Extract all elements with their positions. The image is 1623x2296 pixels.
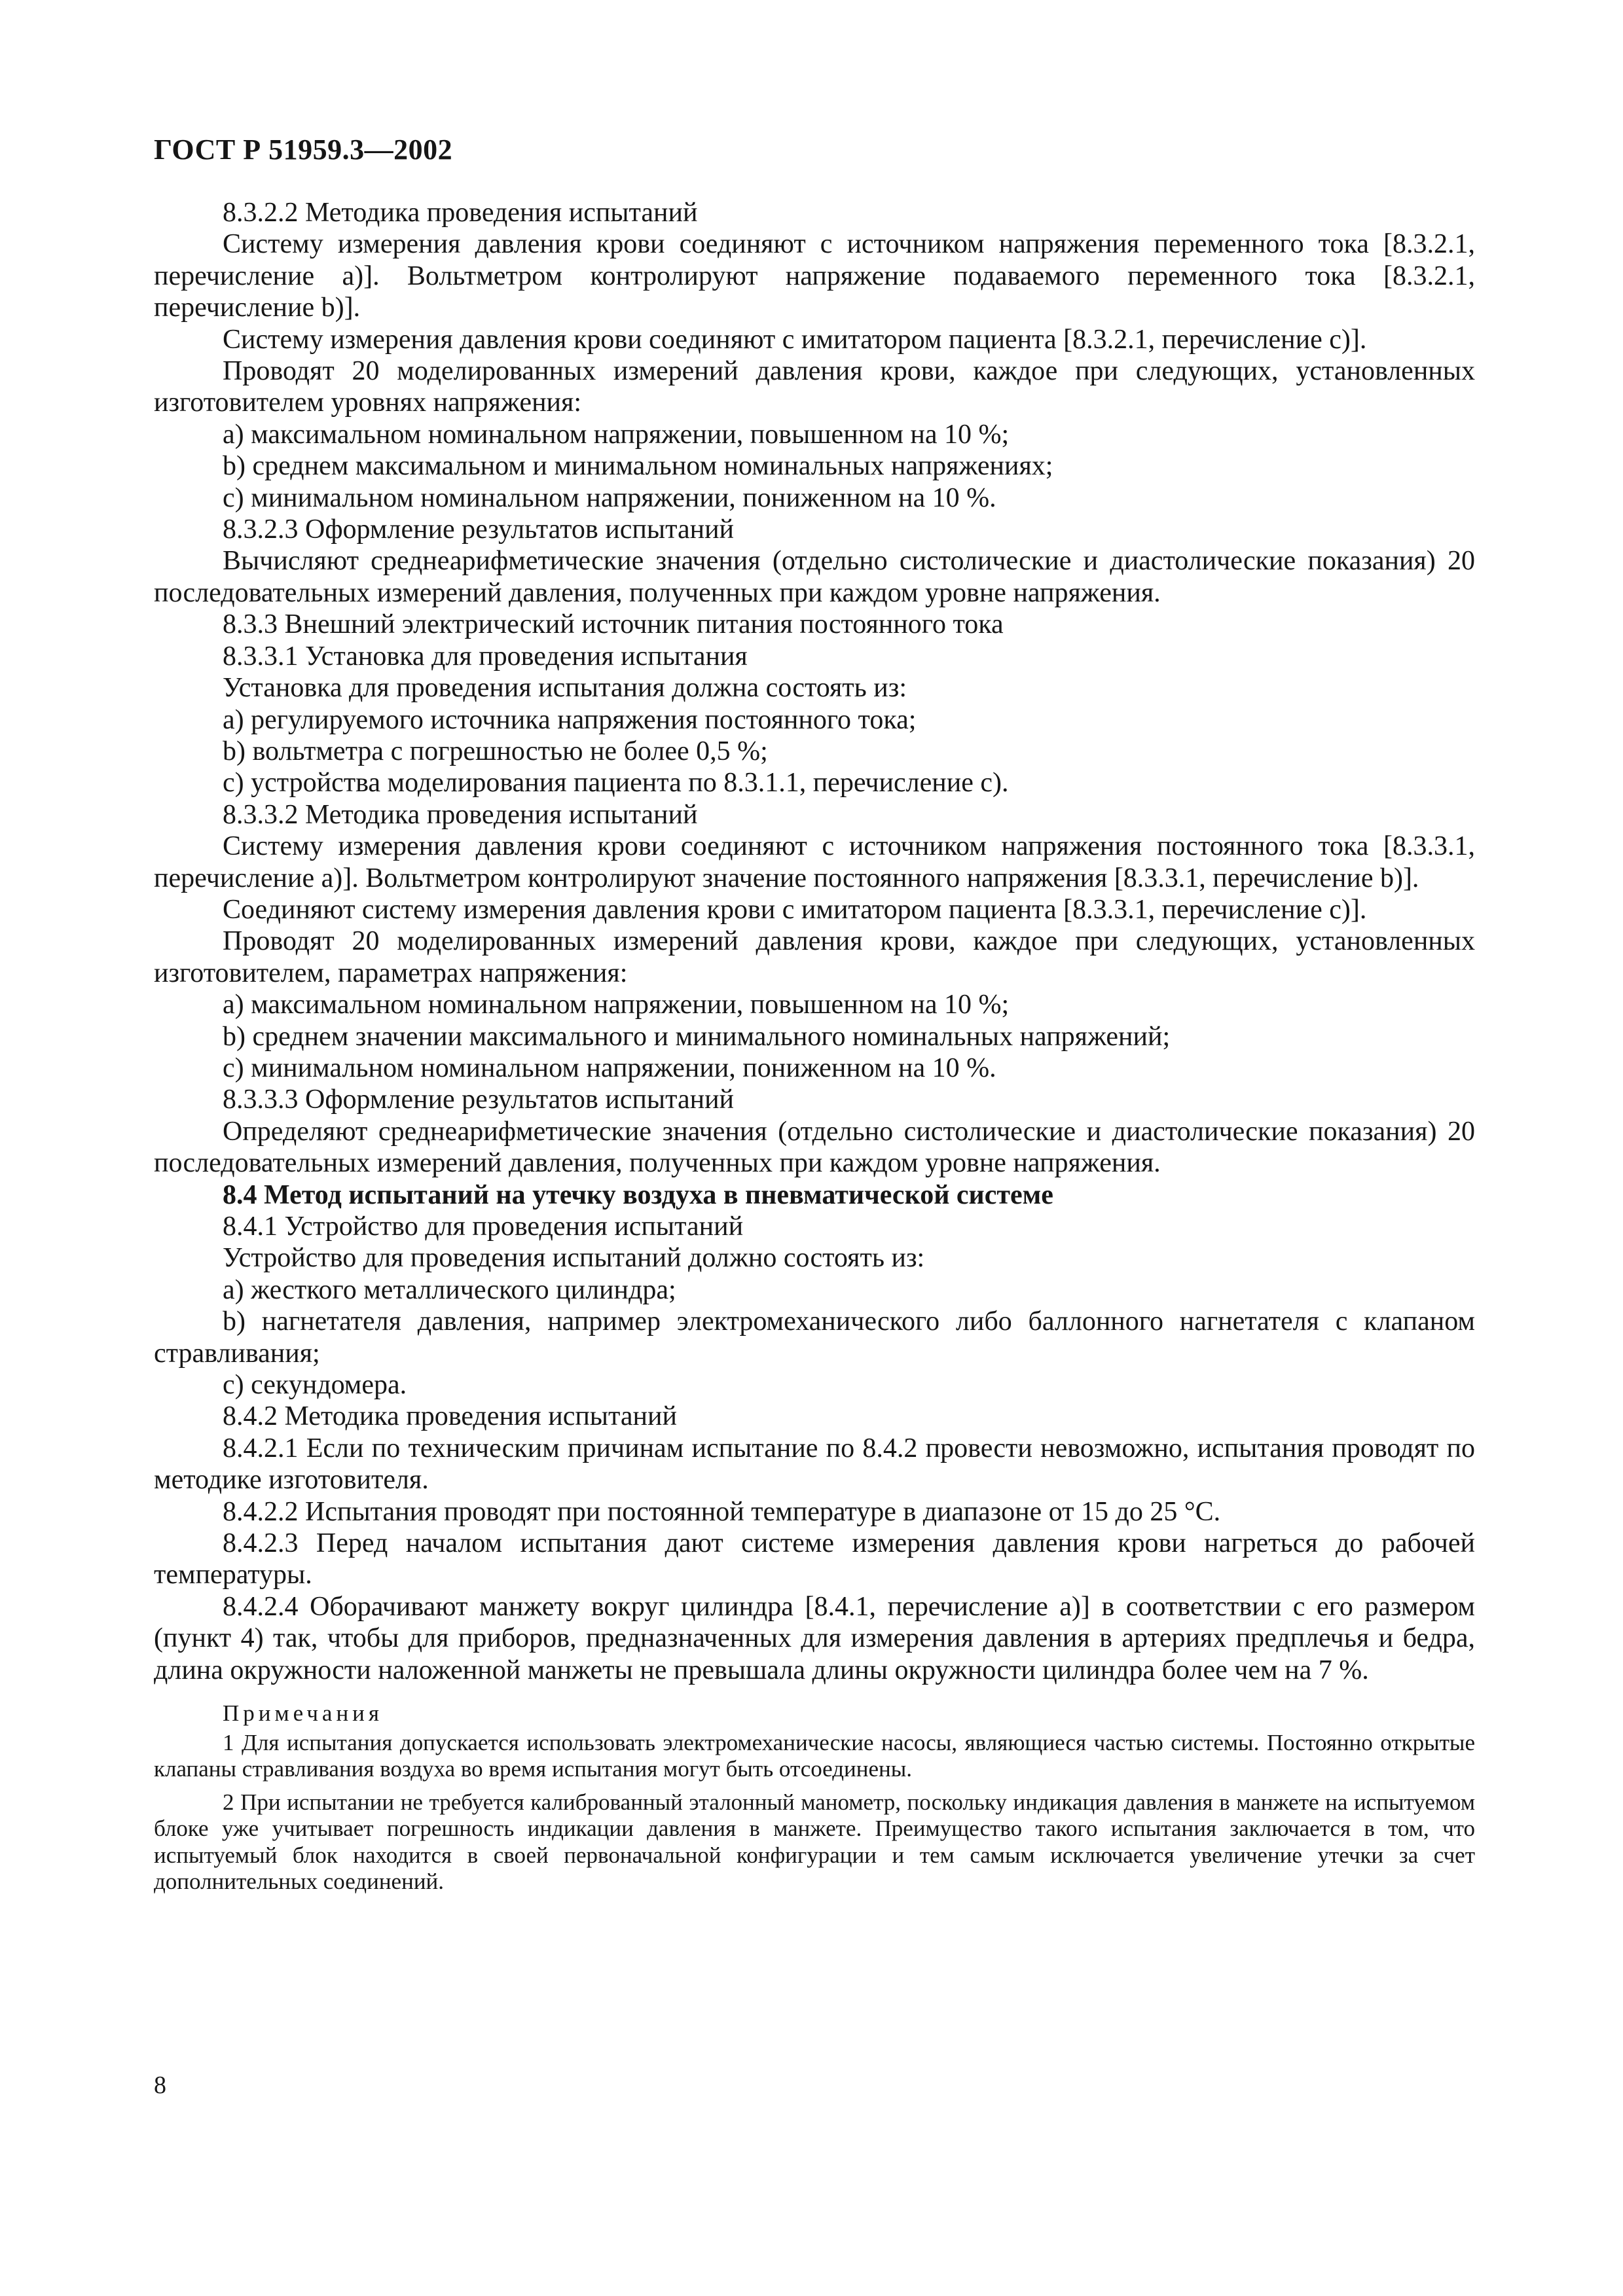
body-paragraph: Систему измерения давления крови соединяют с источником напряжения постоянного тока [8.3.3.1, перечисление a)]. Вольтметром контролируют значение постоянного напряжения [8.3.3.1, перечисление b)]. [154, 831, 1475, 893]
body-paragraph: 8.3.2.2 Методика проведения испытаний [223, 198, 698, 228]
section-heading: 8.4 Метод испытаний на утечку воздуха в пневматической системе [223, 1179, 1053, 1210]
body-paragraph: Систему измерения давления крови соединяют с имитатором пациента [8.3.2.1, перечисление c)]. [223, 324, 1367, 355]
body-paragraph: 8.4.2.1 Если по техническим причинам испытание по 8.4.2 провести невозможно, испытания проводят по методике изготовителя. [154, 1433, 1475, 1496]
body-paragraph: Вычисляют среднеарифметические значения (отдельно систолические и диастолические показания) 20 последовательных измерений давления, полученных при каждом уровне напряжения. [154, 546, 1475, 608]
body-paragraph: b) среднем максимальном и минимальном номинальных напряжениях; [223, 451, 1053, 482]
body-paragraph: a) регулируемого источника напряжения постоянного тока; [223, 704, 917, 735]
body-paragraph: Установка для проведения испытания должна состоять из: [223, 673, 907, 704]
note-item: 1 Для испытания допускается использовать электромеханические насосы, являющиеся частью системы. Постоянно открытые клапаны стравливания воздуха во время испытания могут быть отсоединены. [154, 1729, 1475, 1782]
body-paragraph: b) вольтметра с погрешностью не более 0,5 %; [223, 736, 768, 766]
body-paragraph: c) минимальном номинальном напряжении, пониженном на 10 %. [223, 1052, 996, 1083]
standard-code-header: ГОСТ Р 51959.3—2002 [154, 134, 453, 166]
body-paragraph: a) жесткого металлического цилиндра; [223, 1274, 676, 1305]
notes-block [154, 1700, 1475, 1895]
notes-title: Примечания [223, 1700, 384, 1727]
body-paragraph: 8.4.2 Методика проведения испытаний [223, 1401, 677, 1432]
body-paragraph: 8.4.1 Устройство для проведения испытаний [223, 1211, 744, 1242]
body-paragraph: a) максимальном номинальном напряжении, повышенном на 10 %; [223, 990, 1010, 1020]
body-paragraph: 8.4.2.2 Испытания проводят при постоянной температуре в диапазоне от 15 до 25 °C. [223, 1496, 1221, 1527]
body-paragraph: b) среднем значении максимального и минимального номинальных напряжений; [223, 1021, 1171, 1052]
body-paragraph: 8.3.3.3 Оформление результатов испытаний [223, 1085, 735, 1115]
body-paragraph: 8.3.2.3 Оформление результатов испытаний [223, 514, 735, 545]
body-paragraph: Устройство для проведения испытаний должно состоять из: [223, 1243, 925, 1274]
body-paragraph: a) максимальном номинальном напряжении, повышенном на 10 %; [223, 419, 1010, 450]
note-item: 2 При испытании не требуется калиброванный эталонный манометр, поскольку индикация давления в манжете на испытуемом блоке уже учитывает погрешность индикации давления в манжете. Преимущество такого испытания заключается в том, что испытуемый блок находится в своей первоначальной конфигурации и тем самым исключается увеличение утечки за счет дополнительных соединений. [154, 1789, 1475, 1895]
body-paragraph: 8.4.2.3 Перед началом испытания дают системе измерения давления крови нагреться до рабочей температуры. [154, 1528, 1475, 1590]
body-paragraph: 8.3.3.2 Методика проведения испытаний [223, 799, 698, 830]
body-paragraph: Проводят 20 моделированных измерений давления крови, каждое при следующих, установленных изготовителем, параметрах напряжения: [154, 926, 1475, 988]
body-paragraph: 8.4.2.4 Оборачивают манжету вокруг цилиндра [8.4.1, перечисление a)] в соответствии с его размером (пункт 4) так, чтобы для приборов, предназначенных для измерения давления в артериях предплечья и бедра, длина окружности наложенной манжеты не превышала длины окружности цилиндра более чем на 7 %. [154, 1591, 1475, 1685]
body-paragraph: Проводят 20 моделированных измерений давления крови, каждое при следующих, установленных изготовителем уровнях напряжения: [154, 356, 1475, 418]
body-paragraph: b) нагнетателя давления, например электромеханического либо баллонного нагнетателя с клапаном стравливания; [154, 1306, 1475, 1369]
body-paragraph: Определяют среднеарифметические значения (отдельно систолические и диастолические показания) 20 последовательных измерений давления, полученных при каждом уровне напряжения. [154, 1116, 1475, 1179]
body-paragraph: 8.3.3 Внешний электрический источник питания постоянного тока [223, 609, 1004, 640]
document-body [154, 197, 1475, 1902]
body-paragraph: c) минимальном номинальном напряжении, пониженном на 10 %. [223, 482, 996, 513]
body-paragraph: Систему измерения давления крови соединяют с источником напряжения переменного тока [8.3.2.1, перечисление a)]. Вольтметром контролируют напряжение подаваемого переменного тока [8.3.2.1, перечисление b)]. [154, 229, 1475, 323]
body-paragraph: c) устройства моделирования пациента по 8.3.1.1, перечисление c). [223, 768, 1009, 798]
body-paragraph: 8.3.3.1 Установка для проведения испытания [223, 641, 748, 672]
page-number: 8 [154, 2072, 166, 2099]
body-paragraph: c) секундомера. [223, 1370, 407, 1401]
body-paragraph: Соединяют систему измерения давления крови с имитатором пациента [8.3.3.1, перечисление c)]. [223, 894, 1367, 925]
